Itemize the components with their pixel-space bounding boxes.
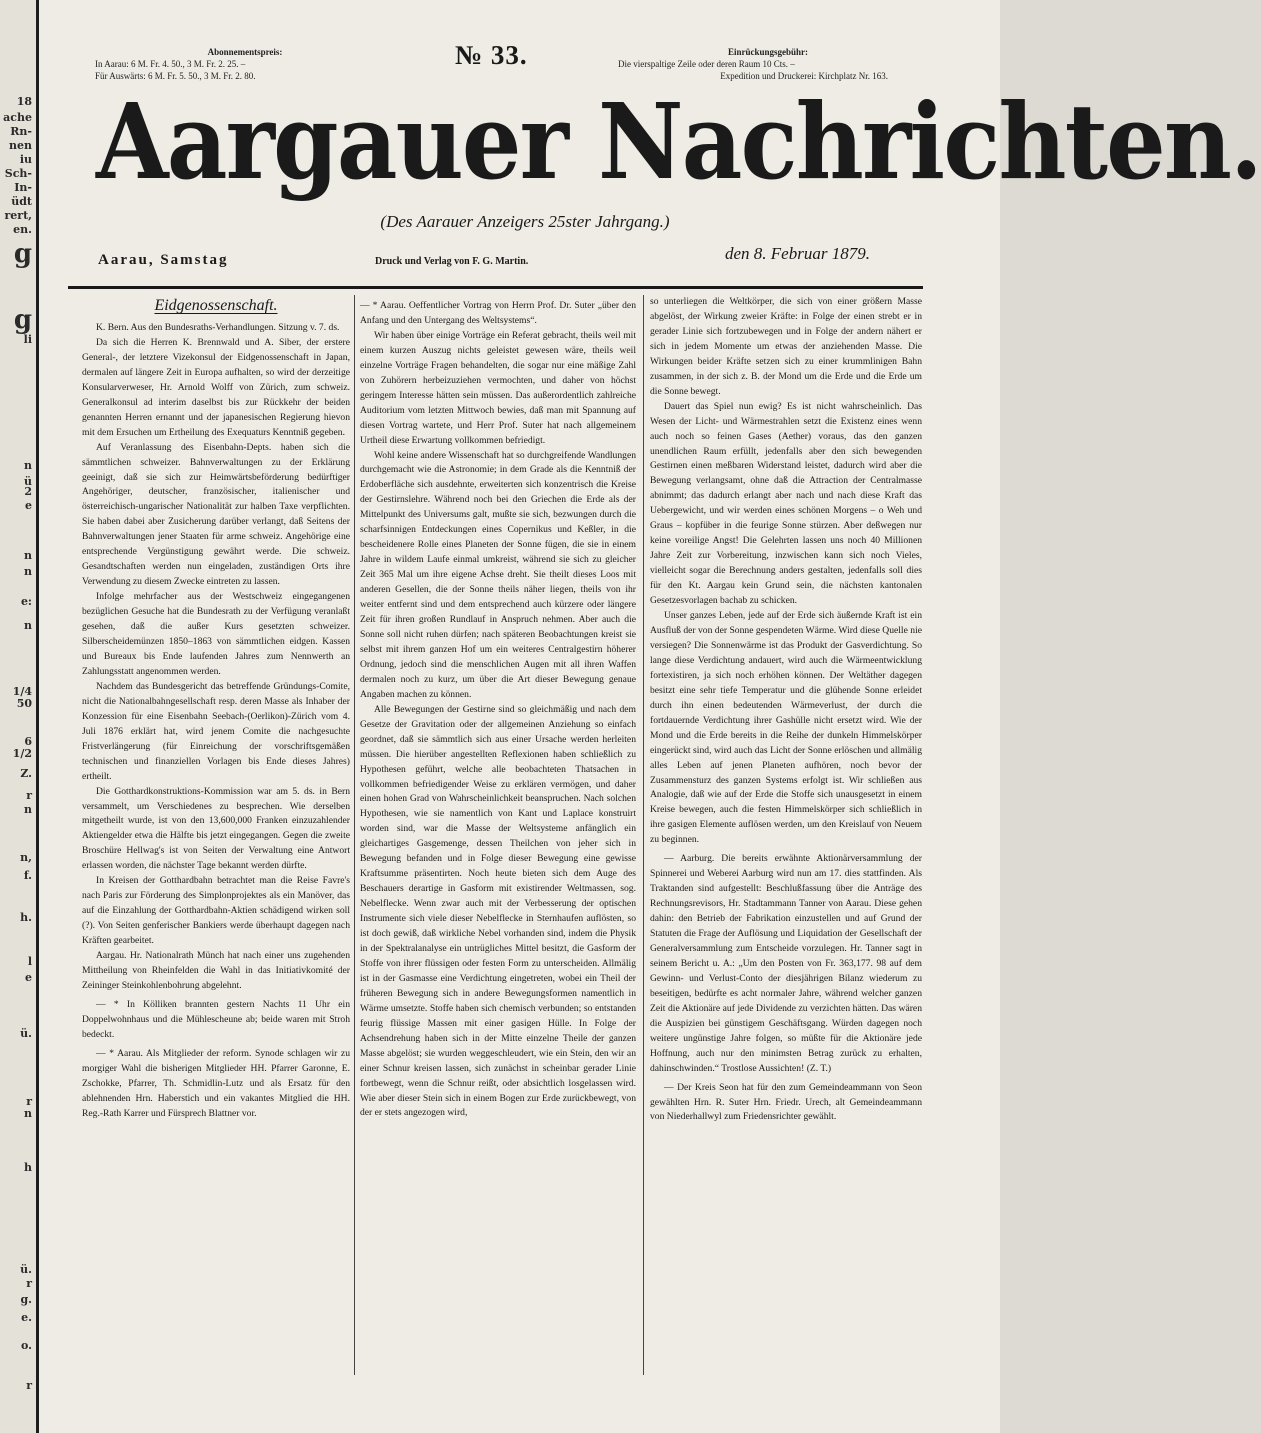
column-separator — [354, 295, 355, 1375]
subscription-line-1: In Aarau: 6 M. Fr. 4. 50., 3 M. Fr. 2. 25. – — [95, 59, 246, 69]
margin-fragment: n — [24, 549, 32, 562]
article-paragraph: — * In Kölliken brannten gestern Nachts 11 Uhr ein Doppelwohnhaus und die Mühlescheune ab; beide waren mit Stroh bedeckt. — [82, 998, 350, 1040]
margin-fragment: Rn- — [10, 125, 32, 138]
article-paragraph: Auf Veranlassung des Eisenbahn-Depts. haben sich die sämmtlichen schweizer. Bahnverwaltungen zu der Erklärung geeinigt, daß sie sich zur Heimwärtsbeförderung bedürftiger Angehöriger, deutscher, französischer, italienischer und österreichisch-ungarischer Nationalität zur halben Taxe verpflichten. Sie haben dabei aber Zusicherung darüber verlangt, daß Seitens der Bahnverwaltungen jener Staaten für arme schweiz. Angehörige eine entsprechende Vergünstigung gewährt werde. Die schweiz. Gesandtschaften werden nun eingeladen, zuständigen Orts ihre Verwendung zu diesem Zwecke eintreten zu lassen. — [82, 441, 350, 588]
article-paragraph: so unterliegen die Weltkörper, die sich von einer größern Masse abgelöst, der Wirkung zweier Kräfte: in Folge der einen strebt er in gerader Linie sich fortzubewegen und in Folge der andern nähert er sich in jedem Momente um etwas der anziehenden Masse. Die Wirkungen beider Kräfte setzen sich zu einer krummlinigen Bahn zusammen, in der sich z. B. der Mond um die Erde und die Erde um die Sonne bewegt. — [650, 296, 922, 397]
margin-fragment: h. — [20, 911, 32, 924]
margin-fragment: n — [24, 803, 32, 816]
column-3 — [650, 295, 922, 1415]
article-paragraph: Die Gotthardkonstruktions-Kommission war am 5. ds. in Bern versammelt, um Verschiedenes zu besprechen. Wie derselben mitgetheilt wurde, ist von den 13,600,000 Franken einzuzahlender Aktiengelder etwa die Hälfte bis jetzt eingegangen. Gegen die zweite Broschüre Hellwag's ist von Seiten der Verwaltung eine Antwort erlassen worden, die nächster Tage bekannt werden dürfte. — [82, 785, 350, 872]
insertion-fee-box — [618, 46, 918, 82]
column-2 — [360, 295, 636, 1415]
column-1 — [82, 295, 350, 1415]
column-separator — [643, 295, 644, 1375]
margin-fragment: ache — [3, 111, 32, 124]
margin-fragment: 1/4 — [12, 685, 32, 698]
margin-fragment: n — [24, 459, 32, 472]
subscription-title: Abonnementspreis: — [207, 47, 283, 57]
article-paragraph: Nachdem das Bundesgericht das betreffende Gründungs-Comite, nicht die Nationalbahngesellschaft resp. deren Masse als Inhaber der Konzession für eine Eisenbahn Seebach-(Oerlikon)-Zürich vom 4. Juli 1876 erklärt hat, wird jenem Comite die nachgesuchte Fristverlängerung (für Einreichung der vorschriftsgemäßen technischen und finanziellen Vorlagen bis Ende dieses Jahres) ertheilt. — [82, 680, 350, 782]
margin-fragment: en. — [13, 223, 32, 236]
printer-line: Druck und Verlag von F. G. Martin. — [375, 256, 529, 267]
insertion-line-2: Expedition und Druckerei: Kirchplatz Nr. 163. — [720, 71, 888, 81]
column-1-body — [82, 321, 350, 1122]
article-paragraph: Alle Bewegungen der Gestirne sind so gleichmäßig und nach dem Gesetze der Gravitation oder der allgemeinen Anziehung so einfach geordnet, daß sie sämmtlich sich aus einer Ursache werden herleiten müssen. Die hierüber angestellten Reflexionen haben schließlich zu Hypothesen geführt, welche alle beobachteten Thatsachen in vollkommen befriedigender Weise zu erklären vermögen, und daher einen hohen Grad von Wahrscheinlichkeit beanspruchen. Nach solchen Hypothesen, wie sie namentlich von Kant und Laplace konstruirt worden sind, war die Masse der Weltsysteme anfänglich ein gleichartiges Gasgemenge, dessen Theilchen von jeher sich in Bewegung befanden und in Folge dieser Bewegung eine gewisse Kraftsumme präsentirten. Noch heute bieten sich dem Auge des Beschauers derartige in Gasform mit existirender Weltmassen, sog. Nebelflecke. Wenn zwar auch mit der Verbesserung der optischen Instrumente sich viele dieser Nebelflecke in Sternhaufen auflösten, so ist doch gewiß, daß wirkliche Nebel vorhanden sind, indem die Physik in der Spektralanalyse ein untrügliches Mittel besitzt, die Gasform der Stoffe von ihrer flüssigen oder festen Form zu unterscheiden. Allmälig ist in der Gasmasse eine Verdichtung eingetreten, wobei ein Theil der früheren Bewegung sich in andere Bewegungsformen namentlich in Wärme umsetzte. Stoffe haben sich chemisch verbunden; so entstanden feurig flüssige Massen mit einer gasigen Hülle. In Folge der Achsendrehung haben sich in der Mitte einzelne Theile der ganzen Masse abgelöst; sie wurden weggeschleudert, wie ein Stein, den wir an einer Schnur kreisen lassen, sich zunächst in scheinbar gerader Linie fortbewegt, wenn die Schnur reißt, oder absichtlich losgelassen wird. Wie aber dieser Stein sich in einem Bogen zur Erde zurückbewegt, von der er stets angezogen wird, — [360, 703, 636, 1119]
place-and-day: Aarau, Samstag — [98, 252, 229, 268]
column-3-body — [650, 295, 922, 1125]
article-paragraph: Wir haben über einige Vorträge ein Referat gebracht, theils weil mit einem kurzen Auszug nichts geleistet gewesen wäre, theils weil einzelne Vorträge Fragen behandelten, die sogar nur eine mäßige Zahl von Zuhörern herbeizuziehen vermochten, und daher von höchst geringem Interesse hätten sein müssen. Das außerordentlich zahlreiche Auditorium vom letzten Mittwoch bewies, daß man mit Spannung auf diesen Vortrag wartete, und Herr Prof. Suter hat nach allgemeinem Urtheil diese Erwartung vollkommen befriedigt. — [360, 329, 636, 446]
margin-fragment: n — [24, 1107, 32, 1120]
margin-fragment: nen — [9, 139, 32, 152]
margin-fragment: o. — [21, 1339, 32, 1352]
margin-fragment: 50 — [16, 697, 32, 710]
margin-fragment: Z. — [20, 767, 32, 780]
article-paragraph: — Aarburg. Die bereits erwähnte Aktionärversammlung der Spinnerei und Weberei Aarburg wird nun am 17. dies stattfinden. Als Traktanden sind aufgestellt: Beschlußfassung über die Anträge des Rechnungsrevisors, Hr. Stadtammann Tanner von Aarau. Diese gehen dahin: den Betrieb der Fabrikation einzustellen und auf Grund der Statuten die Frage der Auflösung und Liquidation der Gesellschaft der Generalversammlung zum Entscheide vorzulegen. Hr. Tanner sagt in seinem Bericht u. A.: „Um den Posten von Fr. 363,177. 98 auf dem Gewinn- und Verlust-Conto der diesjährigen Bilanz wiederum zu beseitigen, bedürfte es acht normaler Jahre, während welcher ganzen Zeit die Aktionäre auf jede Dividende zu verzichten hätten. Das wären die Auspizien bei günstigem Geschäftsgang. Würden dagegen noch weitere ungünstige Jahre folgen, so müßte für die Aktionäre jede Hoffnung, auch nur den minimsten Betrag zurück zu erhalten, dahinschwinden.“ Trostlose Aussichten! (Z. T.) — [650, 853, 922, 1074]
subscription-price-box — [95, 46, 395, 82]
margin-fragment: ü. — [20, 1263, 32, 1276]
margin-fragment: iu — [19, 153, 32, 166]
margin-fragment: ü. — [20, 1027, 32, 1040]
margin-fragment: n — [24, 619, 32, 632]
column-2-body — [360, 299, 636, 1121]
insertion-line-1: Die vierspaltige Zeile oder deren Raum 10 Cts. – — [618, 59, 795, 69]
margin-fragment: e: — [20, 595, 32, 608]
margin-fragment: ü — [24, 475, 32, 488]
margin-fragment: e. — [21, 1311, 32, 1324]
masthead-title: Aargauer Nachrichten. — [96, 80, 1261, 203]
margin-fragment: n — [24, 565, 32, 578]
masthead-subtitle: (Des Aarauer Anzeigers 25ster Jahrgang.) — [380, 212, 670, 231]
margin-fragment: üdt — [11, 195, 32, 208]
margin-fragment: li — [23, 333, 32, 346]
margin-fragment: e — [25, 971, 32, 984]
margin-fragment: g. — [20, 1293, 32, 1306]
margin-fragment: r — [26, 1095, 32, 1108]
header-rule — [68, 286, 923, 289]
margin-fragment: l — [27, 955, 32, 968]
margin-fragment: n, — [20, 851, 32, 864]
margin-fragment: 18 — [16, 95, 32, 108]
section-heading: Eidgenossenschaft. — [154, 297, 278, 314]
margin-fragment: In- — [14, 181, 32, 194]
article-paragraph: Da sich die Herren K. Brennwald und A. Siber, der erstere General-, der letztere Vizekonsul der Eidgenossenschaft in Japan, dermalen auf längere Zeit in Europa aufhalten, so wird der derzeitige Konsularverweser, Hr. Arnold Wolff von Zürich, zum schweiz. Generalkonsul ad interim daselbst bis zur Rückkehr der beiden genannten Herren ernannt und der japanesischen Regierung hievon mit dem Ersuchen um Ertheilung des Exequaturs Kenntniß gegeben. — [82, 336, 350, 438]
margin-fragment: r — [26, 1277, 32, 1290]
margin-fragment: 2 — [24, 485, 32, 498]
margin-fragment: 1/2 — [12, 747, 32, 760]
margin-fragment: 6 — [24, 735, 32, 748]
article-paragraph: K. Bern. Aus den Bundesraths-Verhandlungen. Sitzung v. 7. ds. — [96, 322, 340, 333]
article-paragraph: Dauert das Spiel nun ewig? Es ist nicht wahrscheinlich. Das Wesen der Licht- und Wärmestrahlen setzt die Existenz eines wenn auch noch so feinen Gases (Aether) voraus, das den ganzen unendlichen Raum erfüllt, jedenfalls aber den sich bewegenden Gestirnen einen meßbaren Widerstand leistet, dadurch wird aber die Bewegung verlangsamt, ohne daß die Attraction der Centralmasse abnimmt; das dadurch erlangt aber nach und nach diese Kraft das Uebergewicht, und wir werden eines schönen Morgens – o Weh und Graus – kopfüber in die feurige Sonne stürzen. Aber deßwegen nur keine voreilige Angst! Die Gelehrten lassen uns noch 40 Millionen Jahre Zeit zur Vorbereitung, inzwischen kann sich noch Vieles, vielleicht sogar die Berechnung anders gestalten, jedenfalls soll dies für den Kt. Aargau kein Grund sein, die nächsten kantonalen Gesetzesvorlagen bachab zu schicken. — [650, 400, 922, 607]
article-paragraph: Aargau. Hr. Nationalrath Münch hat nach einer uns zugehenden Mittheilung von Rheinfelden die Wahl in das Initiativkomité der Zeininger Steinkohlenbohrung abgelehnt. — [82, 950, 350, 991]
issue-number: № 33. — [455, 40, 528, 70]
margin-fragment: g — [13, 239, 32, 269]
article-paragraph: Wohl keine andere Wissenschaft hat so durchgreifende Wandlungen durchgemacht wie die Astronomie; in dem Grade als die Kenntniß der Erdoberfläche sich ausdehnte, erweiterten sich konzentrisch die Kreise der Gestirnslehre. Während noch bei den Griechen die Erde als der Mittelpunkt des Universums galt, mußte sie sich, bezwungen durch die scharfsinnigen Entdeckungen eines Copernikus und Keßler, in die bescheidenere Rolle eines Planeten der Sonne fügen, die sie in einem Jahre in wildem Laufe einmal umkreist, während sie sich zu gleicher Zeit 365 Mal um ihre eigene Achse dreht. Sie theilt dieses Loos mit anderen Gesellen, die der Sonne theils näher liegen, theils von ihr weiter entfernt sind und dem entsprechend auch kürzere oder längere Zeit für ihren großen Rundlauf in Anspruch nehmen. Aber auch die Sonne soll nicht ruhen dürfen; nach späteren Beobachtungen kreist sie selbst mit ihrem ganzen Hof um ein weiteres Centralgestirn höherer Ordnung, jedoch sind die menschlichen Augen mit all ihren Waffen dermalen noch zu kurz, um über die Art dieser Bewegung genaue Angaben machen zu können. — [360, 449, 636, 700]
insertion-title: Einrückungsgebühr: — [727, 47, 809, 57]
article-paragraph: In Kreisen der Gotthardbahn betrachtet man die Reise Favre's nach Paris zur Förderung des Simplonprojektes als ein Manöver, das auf die Einzahlung der Gotthardbahn-Aktien schädigend wirken soll (?). Von Seiten genferischer Bankiers werde überhaupt dagegen nach Kräften gearbeitet. — [82, 875, 350, 947]
article-paragraph: Infolge mehrfacher aus der Westschweiz eingegangenen bezüglichen Gesuche hat die Bundesrath zu der Verfügung veranlaßt gesehen, daß die außer Kurs gesetzten schweizer. Silberscheidemünzen 1850–1863 von sämmtlichen eidgen. Kassen und Bureaux bis Ende laufenden Jahres zum Nennwerth an Zahlungsstatt angenommen werden. — [82, 591, 350, 677]
margin-fragment: rert, — [4, 209, 32, 222]
margin-fragment: e — [25, 499, 32, 512]
margin-fragment: Sch- — [4, 167, 32, 180]
article-paragraph: — * Aarau. Oeffentlicher Vortrag von Herrn Prof. Dr. Suter „über den Anfang und den Untergang des Weltsystems“. — [360, 300, 636, 326]
article-paragraph: — * Aarau. Als Mitglieder der reform. Synode schlagen wir zu morgiger Wahl die bisherigen Mitglieder HH. Pfarrer Garonne, E. Zschokke, Pfarrer, Th. Schmidlin-Lutz und als Ersatz für den ablehnenden Hrn. Haberstich und ein vakantes Mitglied die HH. Reg.-Rath Karrer und Fürsprech Blattner vor. — [82, 1047, 350, 1119]
margin-fragment: r — [26, 1379, 32, 1392]
article-paragraph: — Der Kreis Seon hat für den zum Gemeindeammann von Seon gewählten Hrn. R. Suter Hrn. Friedr. Urech, alt Gemeindeammann von Niederhallwyl zum Friedensrichter gewählt. — [650, 1081, 922, 1123]
subscription-line-2: Für Auswärts: 6 M. Fr. 5. 50., 3 M. Fr. 2. 80. — [95, 71, 256, 81]
article-paragraph: Unser ganzes Leben, jede auf der Erde sich äußernde Kraft ist ein Ausfluß der von der Sonne gespendeten Wärme. Wird diese Quelle nie versiegen? Die Sonnenwärme ist das Produkt der Gasverdichtung. So lange diese Verdichtung andauert, wird auch die Wärmeentwicklung fortexistiren, ja sich noch erhöhen können. Der Weltäther dagegen besitzt eine sehr tiefe Temperatur und die glühende Sonne erleidet durch ihn einen bedeutenden Wärmeverlust, der durch die fortdauernde Verdichtung ihrer Gashülle nicht ersetzt wird. Wie der Mond und die Erde bereits in die Reihe der dunkeln Himmelskörper eingerückt sind, wird auch das Licht der Sonne erlöschen und allmälig alles Leben auf jenen Planeten aufhören, noch bevor der Zusammensturz des ganzen Systems erfolgt ist. Wir schließen aus Analogie, daß wie auf der Erde die Stoffe sich unausgesetzt in einem Kreise bewegen, auch die festen Himmelskörper sich schließlich in ihre gasigen Elemente auflösen werden, um den Kreislauf von Neuem zu beginnen. — [650, 610, 922, 846]
margin-fragment: h — [24, 1161, 32, 1174]
margin-fragment: r — [26, 789, 32, 802]
margin-fragment: g — [13, 305, 32, 335]
margin-fragment: f. — [23, 869, 32, 882]
issue-date: den 8. Februar 1879. — [725, 244, 870, 263]
